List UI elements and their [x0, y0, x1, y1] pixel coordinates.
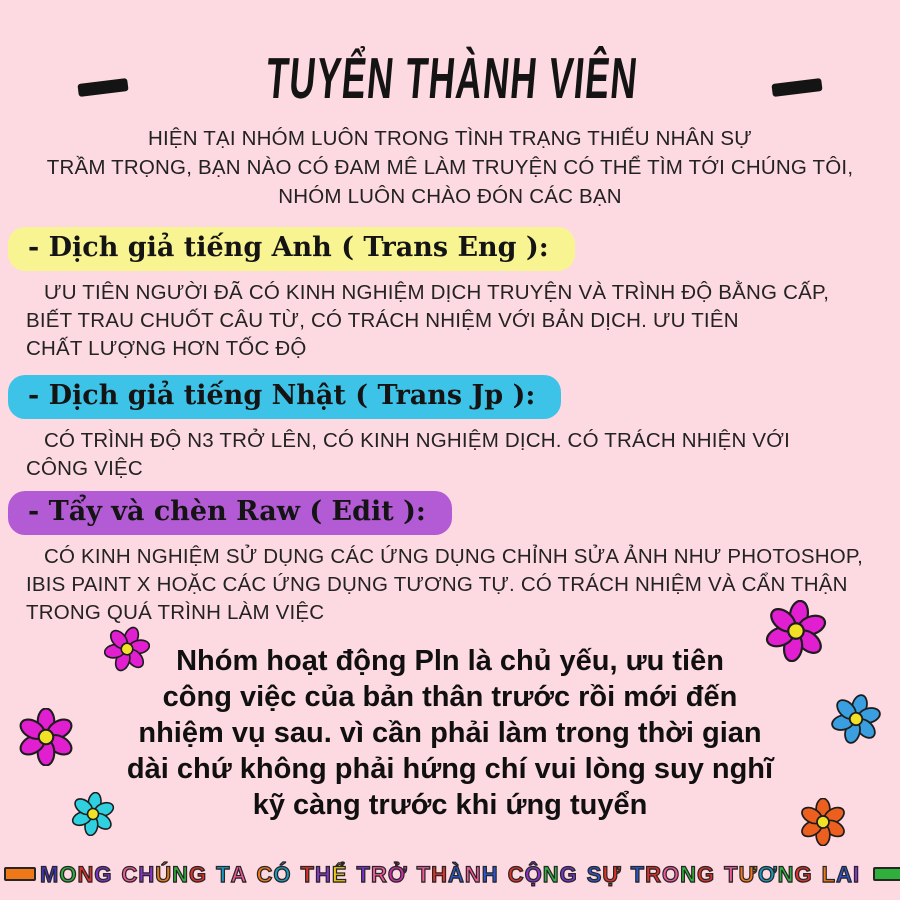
trans-jp-line-1: CÓ TRÌNH ĐỘ N3 TRỞ LÊN, CÓ KINH NGHIỆM DỊCH. CÓ TRÁCH NHIỆN VỚI: [44, 429, 790, 452]
section-trans-eng: [0, 227, 900, 363]
flower-icon: [71, 792, 115, 836]
intro-paragraph: [0, 124, 900, 211]
footer-dash: [873, 867, 900, 881]
footer-letter: Ó: [273, 862, 292, 887]
footer-letter: A: [230, 862, 248, 887]
flower-magenta-mid-left: [17, 708, 75, 771]
flower-icon: [831, 694, 881, 744]
footer-letter: T: [300, 862, 315, 887]
footer-letter: A: [836, 862, 854, 887]
footer-letter: N: [172, 862, 190, 887]
footer-letter: N: [542, 862, 560, 887]
title-dash-right: [771, 78, 822, 97]
footer-letter: T: [416, 862, 432, 887]
section-body-trans-eng: [26, 279, 900, 363]
footer-letter: H: [138, 862, 156, 887]
footer-letter: O: [59, 862, 78, 887]
footer-dash: [4, 867, 36, 881]
footer-letter: Ở: [387, 862, 408, 887]
footer-letter: G: [697, 862, 716, 887]
trans-eng-line-3: CHẤT LƯỢNG HƠN TỐC ĐỘ: [26, 337, 307, 360]
note-line-4: dài chứ không phải hứng chí vui lòng suy nghĩ: [126, 753, 774, 785]
footer-letter: S: [586, 862, 603, 887]
section-header-trans-eng: - Dịch giả tiếng Anh ( Trans Eng ):: [8, 227, 575, 271]
intro-line-1: HIỆN TẠI NHÓM LUÔN TRONG TÌNH TRẠNG THIẾU NHÂN SỰ: [147, 127, 753, 150]
footer-letter: T: [216, 862, 231, 887]
footer-letter: G: [94, 862, 113, 887]
page-title: [0, 0, 900, 111]
edit-line-2: IBIS PAINT X HOẶC CÁC ỨNG DỤNG TƯƠNG TỰ. CÓ TRÁCH NHIỆM VÀ CẨN THẬN: [26, 573, 848, 596]
trans-eng-line-1: ƯU TIÊN NGƯỜI ĐÃ CÓ KINH NGHIỆM DỊCH TRUYỆN VÀ TRÌNH ĐỘ BẰNG CẤP,: [44, 281, 830, 304]
flower-magenta-small-left: [104, 626, 150, 677]
footer-letter: N: [777, 862, 795, 887]
footer-letter: Ộ: [524, 862, 543, 887]
footer-letter: G: [559, 862, 578, 887]
flower-cyan-bottom-left: [71, 792, 115, 841]
footer-letter: N: [77, 862, 95, 887]
note-line-2: công việc của bản thân trước rồi mới đến: [162, 681, 738, 713]
page-title-text: TUYỂN THÀNH VIÊN: [263, 46, 642, 111]
footer-letter: I: [853, 862, 861, 887]
footer-letter: H: [431, 862, 449, 887]
edit-line-1: CÓ KINH NGHIỆM SỬ DỤNG CÁC ỨNG DỤNG CHỈNH SỬA ẢNH NHƯ PHOTOSHOP,: [44, 545, 864, 568]
footer-letter: G: [189, 862, 208, 887]
edit-line-3: TRONG QUÁ TRÌNH LÀM VIỆC: [26, 601, 325, 624]
footer-letter: C: [507, 862, 525, 887]
footer-message: [0, 862, 900, 888]
flower-orange-bottom-right: [799, 798, 847, 851]
note-line-5: kỹ càng trước khi ứng tuyển: [252, 789, 648, 821]
intro-line-2: TRẦM TRỌNG, BẠN NÀO CÓ ĐAM MÊ LÀM TRUYỆN CÓ THỂ TÌM TỚI CHÚNG TÔI,: [46, 156, 854, 179]
footer-letter: C: [256, 862, 274, 887]
footer-letter: Ự: [602, 862, 622, 887]
footer-letter: Ơ: [757, 862, 778, 887]
intro-line-3: NHÓM LUÔN CHÀO ĐÓN CÁC BẠN: [278, 185, 622, 208]
flower-blue-right: [831, 694, 881, 749]
footer-letter: H: [314, 862, 332, 887]
footer-letter: L: [821, 862, 837, 887]
note-line-1: Nhóm hoạt động Pln là chủ yếu, ưu tiên: [176, 645, 724, 677]
footer-letter: Ư: [738, 862, 758, 887]
section-header-edit: - Tẩy và chèn Raw ( Edit ):: [8, 491, 452, 535]
footer-letter: T: [630, 862, 646, 887]
flower-icon: [17, 708, 75, 766]
footer-letter: C: [121, 862, 139, 887]
footer-letter: R: [371, 862, 388, 887]
footer-letter: Ể: [331, 862, 348, 887]
flower-icon: [765, 600, 827, 662]
flower-icon: [104, 626, 150, 672]
footer-letter: R: [645, 862, 663, 887]
section-body-trans-jp: [26, 427, 900, 483]
title-dash-left: [78, 78, 129, 97]
footer-letter: H: [481, 862, 499, 887]
footer-letter: Ú: [155, 862, 173, 887]
footer-letter: G: [794, 862, 813, 887]
section-trans-jp: [0, 375, 900, 483]
footer-letter: N: [464, 862, 482, 887]
trans-jp-line-2: CÔNG VIỆC: [26, 457, 143, 480]
footer-letter: M: [40, 862, 60, 887]
flower-icon: [799, 798, 847, 846]
footer-letter: À: [448, 862, 465, 887]
trans-eng-line-2: BIẾT TRAU CHUỐT CÂU TỪ, CÓ TRÁCH NHIỆM VỚI BẢN DỊCH. ƯU TIÊN: [26, 309, 739, 332]
footer-letter: T: [724, 862, 739, 887]
footer-letter: N: [680, 862, 698, 887]
flower-magenta-top-right: [765, 600, 827, 667]
footer-letter: T: [356, 862, 371, 887]
footer-letter: O: [662, 862, 681, 887]
note-line-3: nhiệm vụ sau. vì cần phải làm trong thời gian: [138, 717, 762, 749]
section-header-trans-jp: - Dịch giả tiếng Nhật ( Trans Jp ):: [8, 375, 561, 419]
